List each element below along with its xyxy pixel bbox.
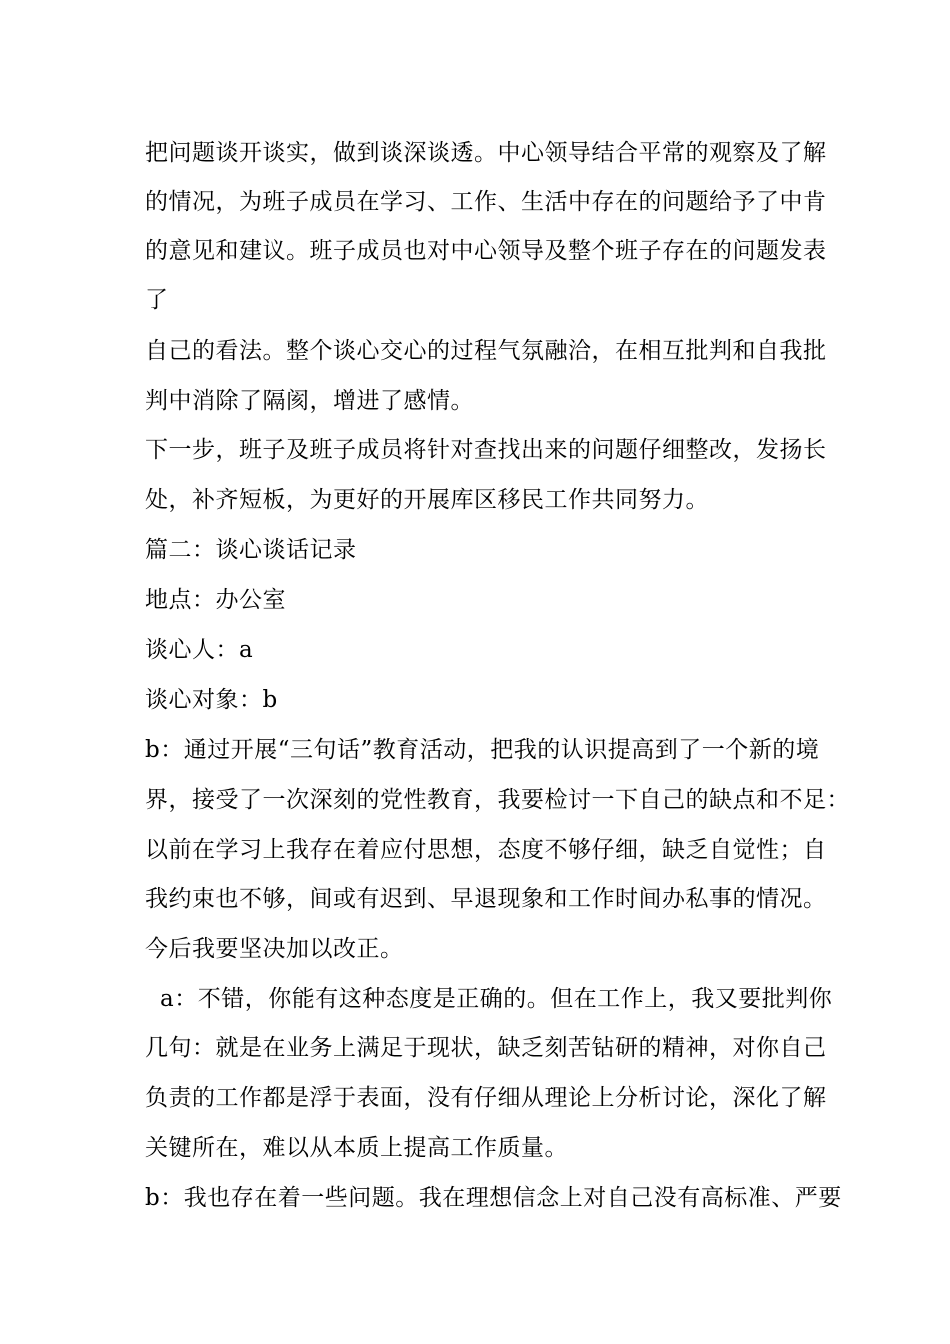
text-line: 处，补齐短板，为更好的开展库区移民工作共同努力。 [145,487,709,513]
text-line: 把问题谈开谈实，做到谈深谈透。中心领导结合平常的观察及了解 [145,140,827,166]
text-line: 以前在学习上我存在着应付思想，态度不够仔细，缺乏自觉性；自 [145,837,827,863]
location-line: 地点：办公室 [145,587,286,613]
text-line: 的情况，为班子成员在学习、工作、生活中存在的问题给予了中肯 [145,189,827,215]
subject-line: 谈心对象：b [145,687,278,713]
text-line: 的意见和建议。班子成员也对中心领导及整个班子存在的问题发表 [145,238,827,264]
text-line: 今后我要坚决加以改正。 [145,936,404,962]
text-line: 下一步，班子及班子成员将针对查找出来的问题仔细整改，发扬长 [145,437,827,463]
text-line: 我约束也不够，间或有迟到、早退现象和工作时间办私事的情况。 [145,886,827,912]
speaker-line: 谈心人：a [145,637,254,663]
text-line: 界，接受了一次深刻的党性教育，我要检讨一下自己的缺点和不足： [145,787,850,813]
text-line: b：我也存在着一些问题。我在理想信念上对自己没有高标准、严要 [145,1185,842,1211]
text-line: b：通过开展“三句话”教育活动，把我的认识提高到了一个新的境 [145,737,820,763]
text-line: 几句：就是在业务上满足于现状，缺乏刻苦钻研的精神，对你自己 [145,1035,827,1061]
section-heading: 篇二：谈心谈话记录 [145,537,357,563]
text-line: 负责的工作都是浮于表面，没有仔细从理论上分析讨论，深化了解 [145,1085,827,1111]
text-line: 自己的看法。整个谈心交心的过程气氛融洽，在相互批判和自我批 [145,338,827,364]
text-line: 了 [145,287,169,313]
text-line: 关键所在，难以从本质上提高工作质量。 [145,1135,568,1161]
text-line: a：不错，你能有这种态度是正确的。但在工作上，我又要批判你 [160,986,833,1012]
text-line: 判中消除了隔阂，增进了感情。 [145,388,474,414]
